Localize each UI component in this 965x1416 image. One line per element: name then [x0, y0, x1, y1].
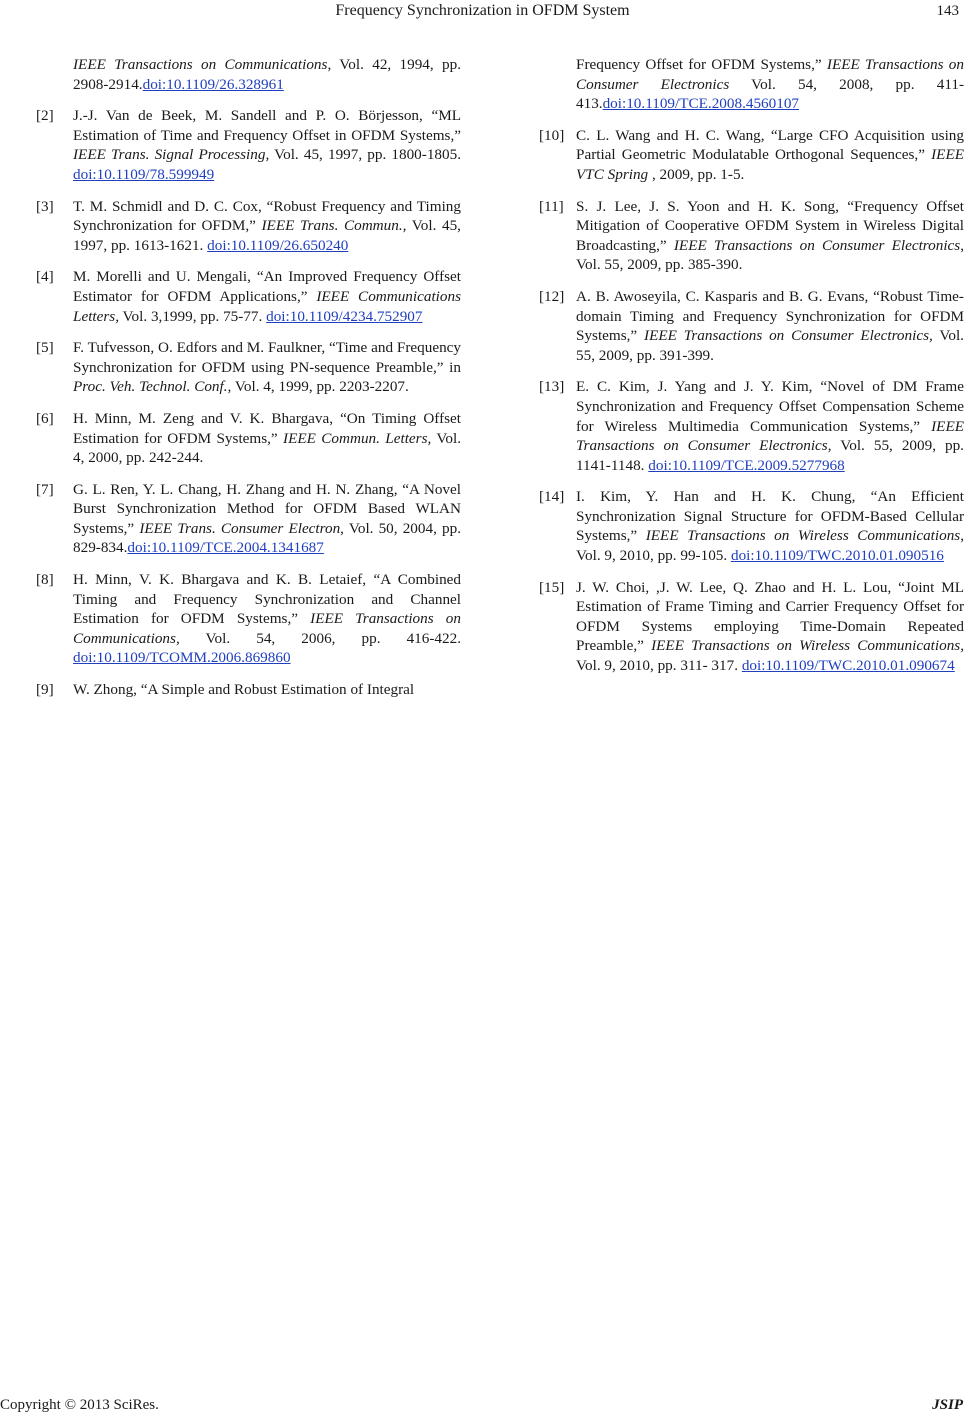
reference-text	[576, 287, 964, 365]
reference-venue: IEEE Transactions on Consumer Electronics,	[644, 327, 933, 345]
reference-text	[576, 197, 964, 275]
reference-details: , Vol. 42, 1994, pp. 2908-2914.	[73, 56, 461, 93]
reference-text	[73, 338, 461, 397]
reference-venue: IEEE VTC Spring	[576, 146, 964, 183]
reference-venue: IEEE Commun. Letters,	[283, 429, 432, 447]
reference-number: [4]	[36, 268, 54, 286]
reference-text	[576, 126, 964, 185]
reference-details: Vol. 54, 2008, pp. 411-413.	[576, 75, 964, 113]
reference-venue: IEEE Trans. Commun.,	[261, 217, 407, 235]
reference-entry	[36, 106, 461, 184]
reference-text	[73, 680, 461, 700]
reference-text	[576, 377, 964, 475]
reference-venue: IEEE Transactions on Consumer Electronics	[576, 417, 964, 455]
reference-number: [2]	[36, 107, 54, 125]
reference-text	[576, 487, 964, 565]
reference-details: Vol. 55, 2009, pp. 391-399.	[576, 327, 964, 364]
reference-number: [8]	[36, 571, 54, 589]
reference-text	[73, 106, 461, 184]
reference-entry	[539, 126, 964, 185]
reference-authors-title: G. L. Ren, Y. L. Chang, H. Zhang and H. N. Zhang, “A Novel Burst Synchronization Method for OFDM Based WLAN Systems,”	[73, 480, 461, 537]
reference-entry	[36, 197, 461, 256]
reference-entry	[539, 287, 964, 365]
reference-number: [13]	[539, 378, 565, 396]
doi-link[interactable]: doi:10.1109/4234.752907	[266, 307, 423, 325]
reference-entry	[36, 680, 461, 700]
reference-entry	[36, 55, 461, 94]
reference-venue: IEEE Transactions on Wireless Communications,	[651, 637, 964, 655]
reference-details: , Vol. 55, 2009, pp. 1141-1148.	[576, 437, 964, 474]
reference-details: , Vol. 4, 1999, pp. 2203-2207.	[227, 378, 409, 396]
reference-authors-title: W. Zhong, “A Simple and Robust Estimation of Integral	[73, 681, 415, 699]
reference-venue: IEEE Transactions on Consumer Electronics	[576, 56, 964, 93]
reference-number	[36, 55, 73, 94]
reference-venue: Proc. Veh. Technol. Conf.	[73, 378, 228, 396]
reference-text	[73, 480, 461, 558]
reference-number: [11]	[539, 197, 564, 215]
doi-link[interactable]: doi:10.1109/26.650240	[207, 236, 349, 254]
references-column-left	[36, 55, 461, 712]
doi-link[interactable]: doi:10.1109/26.328961	[142, 75, 284, 93]
reference-details: Vol. 45, 1997, pp. 1613-1621.	[73, 217, 461, 254]
reference-authors-title: I. Kim, Y. Han and H. K. Chung, “An Efficient Synchronization Signal Structure for OFDM-Based Cellular Systems,”	[576, 488, 964, 545]
reference-text	[73, 55, 461, 94]
reference-text	[576, 55, 964, 114]
reference-details: Vol. 50, 2004, pp. 829-834.	[73, 519, 461, 557]
reference-entry	[36, 338, 461, 397]
reference-entry	[539, 377, 964, 475]
reference-text	[73, 570, 461, 668]
reference-entry	[539, 55, 964, 114]
reference-details: Vol. 3,1999, pp. 75-77.	[119, 307, 267, 325]
reference-number: [12]	[539, 287, 565, 305]
reference-authors-title: E. C. Kim, J. Yang and J. Y. Kim, “Novel of DM Frame Synchronization and Frequency Offset Compensation Scheme for Wireless Multimedia Communication Systems,”	[576, 378, 964, 435]
reference-venue: IEEE Communications Letters,	[73, 287, 461, 325]
reference-number: [15]	[539, 578, 565, 596]
reference-entry	[36, 267, 461, 326]
reference-entry	[539, 487, 964, 565]
reference-number: [14]	[539, 488, 565, 506]
footer-journal-name: JSIP	[932, 1397, 963, 1413]
doi-link[interactable]: doi:10.1109/TCE.2009.5277968	[648, 456, 845, 474]
reference-authors-title: J.-J. Van de Beek, M. Sandell and P. O. Börjesson, “ML Estimation of Time and Frequency Offset in OFDM Systems,”	[73, 107, 461, 144]
reference-details: Vol. 54, 2006, pp. 416-422.	[179, 629, 461, 647]
reference-text	[73, 409, 461, 468]
reference-venue: IEEE Transactions on Communications,	[73, 610, 461, 647]
reference-venue: IEEE Trans. Consumer Electron,	[139, 519, 344, 537]
reference-authors-title: H. Minn, M. Zeng and V. K. Bhargava, “On Timing Offset Estimation for OFDM Systems,”	[73, 409, 461, 447]
reference-authors-title: H. Minn, V. K. Bhargava and K. B. Letaief, “A Combined Timing and Frequency Synchronization and Channel Estimation for OFDM Systems,”	[73, 571, 461, 628]
reference-entry	[36, 570, 461, 668]
reference-venue: IEEE Transactions on Wireless Communications	[645, 527, 961, 545]
reference-venue: IEEE Transactions on Communications	[73, 56, 328, 73]
reference-entry	[539, 578, 964, 676]
doi-link[interactable]: doi:10.1109/TCOMM.2006.869860	[73, 649, 291, 667]
reference-authors-title: M. Morelli and U. Mengali, “An Improved Frequency Offset Estimator for OFDM Applications,”	[73, 268, 461, 305]
reference-venue: IEEE Transactions on Consumer Electronics	[673, 236, 961, 254]
doi-link[interactable]: doi:10.1109/78.599949	[73, 165, 215, 183]
reference-details: Vol. 45, 1997, pp. 1800-1805.	[269, 146, 462, 164]
doi-link[interactable]: doi:10.1109/TWC.2010.01.090516	[730, 547, 944, 565]
reference-authors-title: S. J. Lee, J. S. Yoon and H. K. Song, “Frequency Offset Mitigation of Cooperative OFDM System in Wireless Digital Broadcasting,”	[576, 197, 964, 254]
reference-details: Vol. 9, 2010, pp. 311- 317.	[576, 657, 742, 675]
reference-number: [3]	[36, 197, 54, 215]
reference-number: [10]	[539, 126, 565, 144]
reference-entry	[539, 197, 964, 275]
reference-authors-title: J. W. Choi, ,J. W. Lee, Q. Zhao and H. L. Lou, “Joint ML Estimation of Frame Timing and Carrier Frequency Offset for OFDM Systems employing Time-Domain Repeated Preamble,”	[576, 578, 964, 655]
reference-entry	[36, 409, 461, 468]
doi-link[interactable]: doi:10.1109/TWC.2010.01.090674	[741, 657, 955, 675]
reference-number: [5]	[36, 339, 54, 357]
reference-authors-title: C. L. Wang and H. C. Wang, “Large CFO Acquisition using Partial Geometric Modulatable Orthogonal Sequences,”	[576, 126, 964, 164]
reference-authors-title: T. M. Schmidl and D. C. Cox, “Robust Frequency and Timing Synchronization for OFDM,”	[73, 197, 461, 235]
reference-text	[73, 267, 461, 326]
doi-link[interactable]: doi:10.1109/TCE.2008.4560107	[602, 95, 800, 113]
reference-details: Vol. 4, 2000, pp. 242-244.	[73, 429, 461, 467]
reference-number	[539, 55, 576, 114]
reference-text	[576, 578, 964, 676]
reference-details: , Vol. 9, 2010, pp. 99-105.	[576, 527, 964, 565]
references-column-right	[539, 55, 964, 688]
reference-number: [7]	[36, 480, 54, 498]
running-header-title: Frequency Synchronization in OFDM System	[335, 2, 630, 19]
footer-copyright: Copyright © 2013 SciRes.	[0, 1397, 159, 1413]
reference-details: , Vol. 55, 2009, pp. 385-390.	[576, 236, 964, 274]
reference-authors-title: A. B. Awoseyila, C. Kasparis and B. G. Evans, “Robust Time-domain Timing and Frequency Synchronization for OFDM Systems,”	[576, 287, 964, 345]
reference-venue: IEEE Trans. Signal Processing,	[73, 146, 270, 164]
reference-number: [9]	[36, 681, 54, 699]
reference-number: [6]	[36, 409, 54, 427]
reference-authors-title: Frequency Offset for OFDM Systems,”	[576, 56, 827, 73]
reference-details: , 2009, pp. 1-5.	[648, 165, 745, 183]
reference-entry	[36, 480, 461, 558]
reference-text	[73, 197, 461, 256]
page-number: 143	[936, 3, 959, 19]
reference-authors-title: F. Tufvesson, O. Edfors and M. Faulkner, “Time and Frequency Synchronization for OFDM using PN-sequence Preamble,” in	[73, 339, 461, 376]
doi-link[interactable]: doi:10.1109/TCE.2004.1341687	[127, 539, 324, 557]
